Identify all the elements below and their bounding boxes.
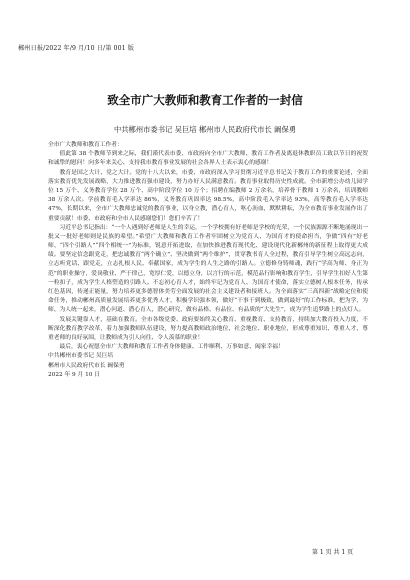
letter-body [48, 141, 368, 380]
byline: 中共郴州市委书记 吴巨培 郴州市人民政府代市长 阚保勇 [113, 125, 297, 134]
letter-title: 致全市广大教师和教育工作者的一封信 [107, 93, 303, 107]
page-indicator: 第 1 页 共 1 页 [312, 549, 354, 556]
paragraph-3: 习近平总书记指出：“一个人遇到好老师是人生的幸运，一个学校拥有好老师是学校的光荣，一个民族源源不断地涌现出一批又一批好老师则是民族的希望。”希望广大教师和教育工作者牢固树立为党育人、为国育才的使命担当，争做“四有”好老师、“四个引路人”“四个相统一”为标准，锐意开拓进取，在加快推进教育现代化、建设现代化新郴州的新征程上取得更大成绩。要坚定信念跟党走，把忠诚教育“两个确立”、坚决做到“两个维护”，贯穿教书育人全过程，教育引导学生树立高远志向，立志听党话、跟党走，立志扎根人民、奉献国家，成为学生的人生之路的引路人。立德修身铸师魂，践行“学高为师、身正为范”的职业操守，爱岗敬业、严于律己，宽厚仁爱，以德立身，以言行的示范，模范品行影响和教育学生，引导学生扣好人生第一粒扣子，成为学生人格塑造的引路人。不忘初心育人才，始终牢记为党育人、为国育才使命，落实立德树人根本任务，传承红色基因，传递正能量，努力培养更多德智体美劳全面发展的社会主义建设者和接班人。为全面落实“三高四新”战略定位和使命任务，推动郴州高质量发展培养更多优秀人才，积极学识强本领，做好“干事干到极致，做到最好”的工作标准，把为学、为师、为人统一起来，潜心问道、潜心育人，潜心研究，做有品格、有品位、有品质的“大先生”，成为学生追梦路上的点灯人。 [48, 224, 368, 314]
paragraph-1: 值此第 38 个教师节到来之际，我们谨代表市委、市政府向全市广大教师、教育工作者及离退休教职员工致以节日的祝贺和诚挚的慰问！向多年来关心、支持我市教育事业发展的社会各界人士表示衷心的感谢！ [48, 151, 368, 167]
salutation: 全市广大教师和教育工作者： [48, 142, 123, 148]
paragraph-2: 教育是国之大计、党之大计。党的十八大以来，市委、市政府深入学习贯彻习近平总书记关于教育工作的重要论述，全面落实教育优先发展战略，大力推进教育强市建设，努力办好人民满意教育。教育事业取得历史性成就。全市新增公办幼儿园学位 15 万个、义务教育学位 28 万个、高中阶段学位 10 万个；招聘在编教师 2 万余名，培养骨干教师 1 万余名，培训教师 38 万余人次。学前教育毛入学率达 86%，义务教育巩固率达 98.5%，高中阶段毛入学率达 93%，高等教育毛入学率达 47%，长期以来，全市广大教师忠诚党的教育事业，以身立教，潜心育人，呕心沥血，默默耕耘，为全市教育事业发展作出了重要贡献！市委、市政府和全市人民感谢您们！您们辛苦了！ [48, 169, 368, 222]
letter-date: 2022 年 9 月 10 日 [48, 371, 100, 378]
signature-mayor: 郴州市人民政府代市长 阚保勇 [48, 362, 125, 369]
paragraph-4: 发展关键靠人才，基础在教育。全市各级党委、政府要始终关心教育、重视教育、支持教育，持续加大教育投入力度，不断深化教育教学改革，着力加强教师队伍建设，努力提高教师政治地位、社会地位、职业地位，形成尊重知识、尊重人才、尊重老师的良好氛围，让教师成为引人向往、令人羡慕的职业！ [48, 316, 368, 341]
newspaper-header: 郴州日报/2022 年/9 月/10 日/第 001 版 [18, 45, 135, 52]
paragraph-5: 最后，衷心祝愿全市广大教师和教育工作者身体健康、工作顺利、万事如意、阖家幸福！ [59, 344, 284, 351]
signature-party-secretary: 中共郴州市委书记 吴巨培 [48, 353, 114, 360]
